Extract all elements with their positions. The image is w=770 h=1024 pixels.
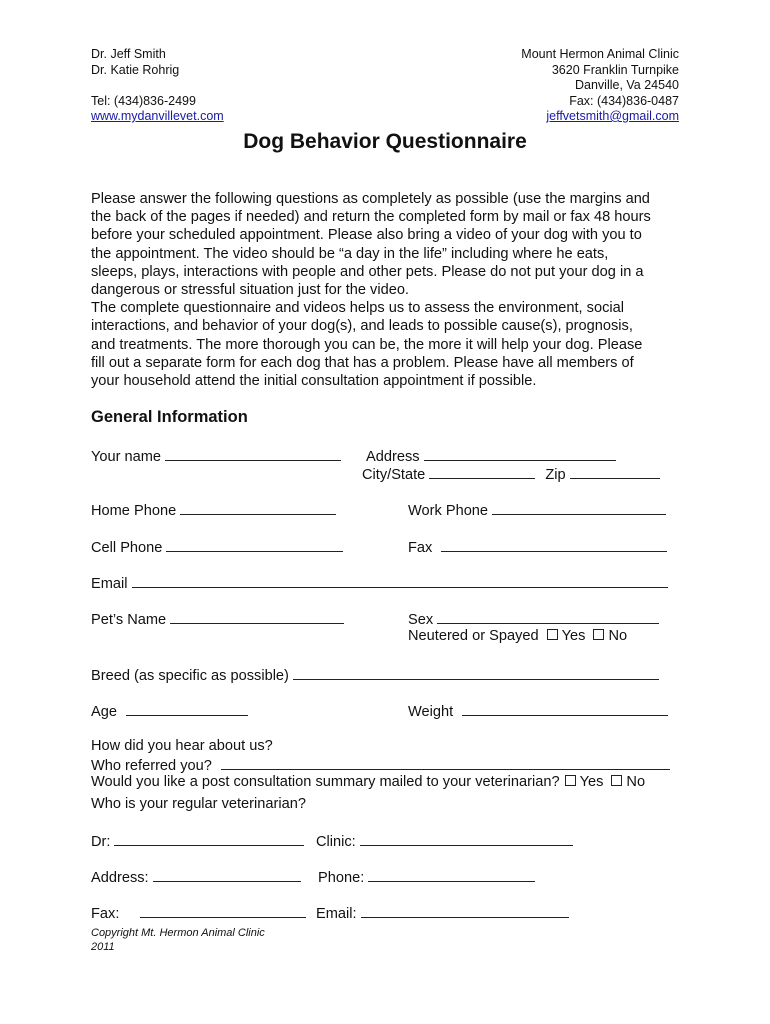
intro-line: before your scheduled appointment. Please also bring a video of your dog with you to [91, 227, 642, 244]
header-right [521, 47, 679, 125]
neutered-no-label: No [608, 628, 628, 644]
fax-field [408, 538, 667, 556]
city-state-zip-field [362, 465, 660, 483]
fax-blank[interactable] [441, 538, 667, 552]
your-name-blank[interactable] [165, 447, 341, 461]
intro-line: Please answer the following questions as completely as possible (use the margins and [91, 191, 650, 207]
clinic-label: Clinic: [316, 834, 356, 850]
neutered-no-checkbox[interactable] [593, 629, 604, 640]
weight-field [408, 702, 668, 720]
sex-label: Sex [408, 612, 434, 628]
intro-line: the back of the pages if needed) and return the completed form by mail or fax 48 hours [91, 209, 651, 226]
vet-fax-label: Fax: [91, 906, 120, 922]
fax-label: Fax [408, 540, 433, 556]
intro-line: interactions, and behavior of your dog(s), and leads to possible cause(s), prognosis, [91, 318, 633, 335]
page-title: Dog Behavior Questionnaire [243, 130, 527, 153]
neutered-label: Neutered or Spayed [408, 628, 539, 644]
summary-question-field [91, 774, 645, 790]
referred-field [91, 756, 670, 774]
your-name-label: Your name [91, 449, 162, 465]
breed-field [91, 666, 659, 684]
sex-blank[interactable] [437, 610, 659, 624]
email-field [91, 574, 668, 592]
intro-line: The complete questionnaire and videos helps us to assess the environment, social [91, 300, 624, 317]
vet-email-blank[interactable] [361, 904, 569, 918]
pets-name-blank[interactable] [170, 610, 344, 624]
dr-label: Dr: [91, 834, 111, 850]
work-phone-blank[interactable] [492, 501, 666, 515]
vet-fax-blank[interactable] [140, 904, 306, 918]
email-blank[interactable] [132, 574, 668, 588]
clinic-phone: Tel: (434)836-2499 [91, 93, 196, 108]
clinic-website-link[interactable]: www.mydanvillevet.com [91, 109, 224, 123]
home-phone-field [91, 501, 336, 519]
clinic-blank[interactable] [360, 832, 573, 846]
clinic-fax: Fax: (434)836-0487 [569, 93, 679, 108]
referred-blank[interactable] [221, 756, 670, 770]
summary-no-checkbox[interactable] [611, 775, 622, 786]
vet-phone-blank[interactable] [368, 868, 535, 882]
copyright-line: Copyright Mt. Hermon Animal Clinic [91, 927, 265, 939]
vet-address-blank[interactable] [153, 868, 301, 882]
vet-address-field [91, 868, 301, 886]
your-name-field [91, 447, 341, 465]
cell-phone-field [91, 538, 343, 556]
summary-no-label: No [626, 774, 646, 790]
vet-email-field [316, 904, 569, 922]
age-label: Age [91, 704, 117, 720]
intro-line: the appointment. The video should be “a day in the life” including where he eats, [91, 245, 609, 262]
pets-name-label: Pet’s Name [91, 612, 167, 628]
intro-line: fill out a separate form for each dog that has a problem. Please have all members of [91, 354, 634, 371]
clinic-street: 3620 Franklin Turnpike [551, 62, 679, 77]
referred-label: Who referred you? [91, 758, 212, 774]
age-blank[interactable] [126, 702, 248, 716]
home-phone-blank[interactable] [180, 501, 336, 515]
cell-phone-label: Cell Phone [91, 540, 163, 556]
intro-line: your household attend the initial consultation appointment if possible. [91, 373, 537, 390]
weight-label: Weight [408, 704, 454, 720]
cell-phone-blank[interactable] [166, 538, 343, 552]
pets-name-field [91, 610, 344, 628]
dr-field [91, 832, 304, 850]
vet-fax-field [91, 904, 306, 922]
address-field [366, 447, 616, 465]
copyright-footer [91, 926, 265, 954]
clinic-field [316, 832, 573, 850]
city-state-label: City/State [362, 467, 426, 483]
clinic-email-link[interactable]: jeffvetsmith@gmail.com [546, 109, 679, 123]
weight-blank[interactable] [462, 702, 668, 716]
vet-email-label: Email: [316, 906, 357, 922]
intro-paragraph [91, 190, 651, 390]
breed-blank[interactable] [293, 666, 659, 680]
summary-yes-label: Yes [579, 774, 604, 790]
section-title-general-information: General Information [91, 408, 248, 426]
summary-yes-checkbox[interactable] [565, 775, 576, 786]
sex-field [408, 610, 659, 628]
address-blank[interactable] [424, 447, 616, 461]
vet-phone-label: Phone: [318, 870, 365, 886]
vet-address-label: Address: [91, 870, 149, 886]
home-phone-label: Home Phone [91, 503, 177, 519]
age-field [91, 702, 248, 720]
clinic-city: Danville, Va 24540 [574, 78, 679, 92]
hear-about-question: How did you hear about us? [91, 738, 273, 754]
intro-line: dangerous or stressful situation just for the video. [91, 282, 409, 299]
address-label: Address [366, 449, 420, 465]
vet-phone-field [318, 868, 535, 886]
clinic-name: Mount Hermon Animal Clinic [521, 47, 679, 61]
intro-line: sleeps, plays, interactions with people and other pets. Please do not put your dog in a [91, 263, 644, 280]
header-left [91, 47, 224, 125]
zip-blank[interactable] [570, 465, 660, 479]
email-label: Email [91, 576, 128, 592]
intro-line: and treatments. The more thorough you can be, the more it will help your dog. Please [91, 336, 643, 353]
work-phone-label: Work Phone [408, 503, 489, 519]
doctor-name-2: Dr. Katie Rohrig [91, 62, 180, 77]
neutered-yes-checkbox[interactable] [547, 629, 558, 640]
summary-question-label: Would you like a post consultation summary mailed to your veterinarian? [91, 774, 560, 790]
doctor-name-1: Dr. Jeff Smith [91, 47, 166, 61]
city-state-blank[interactable] [429, 465, 535, 479]
breed-label: Breed (as specific as possible) [91, 668, 289, 684]
neutered-field [408, 628, 627, 644]
work-phone-field [408, 501, 666, 519]
zip-label: Zip [545, 467, 566, 483]
dr-blank[interactable] [114, 832, 304, 846]
copyright-year: 2011 [91, 941, 115, 953]
regular-vet-question: Who is your regular veterinarian? [91, 796, 306, 812]
neutered-yes-label: Yes [561, 628, 586, 644]
